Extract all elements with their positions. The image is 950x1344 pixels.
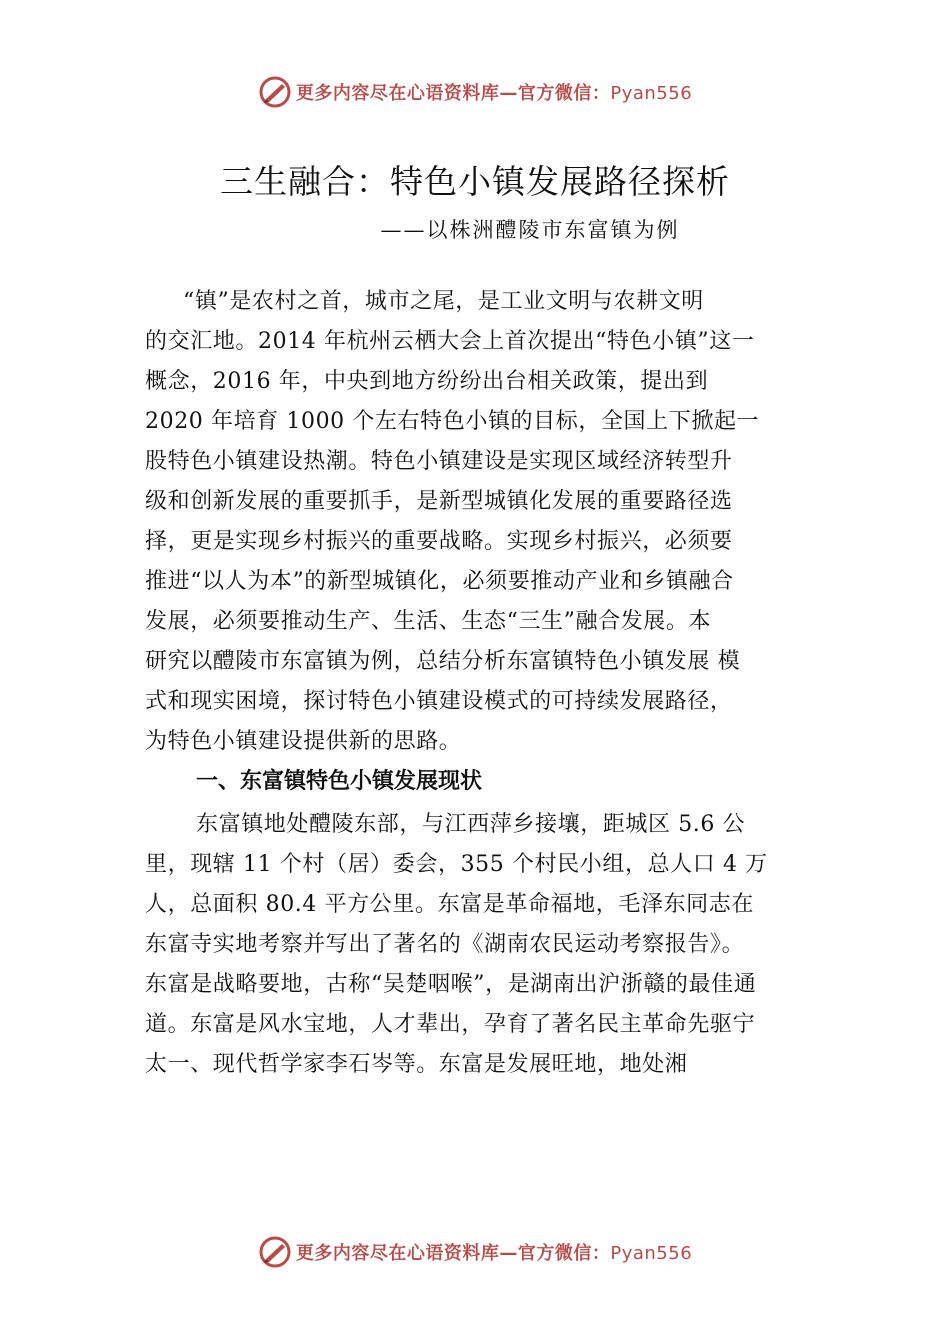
- paragraph-line: 2020 年培育 1000 个左右特色小镇的目标，全国上下掀起一: [145, 409, 760, 434]
- wechat-id: Pyan556: [610, 1243, 693, 1264]
- paragraph-line: 东富寺实地考察并写出了著名的《湖南农民运动考察报告》。: [145, 932, 745, 957]
- paragraph-line: 推进“以人为本”的新型城镇化，必须要推动产业和乡镇融合: [145, 569, 734, 594]
- paragraph-line: “镇”是农村之首，城市之尾，是工业文明与农耕文明: [183, 289, 704, 314]
- footer-banner: [0, 1232, 950, 1272]
- paragraph-line: 择，更是实现乡村振兴的重要战略。实现乡村振兴，必须要: [145, 529, 733, 554]
- logo-icon: [258, 1235, 292, 1269]
- paragraph-line: 股特色小镇建设热潮。特色小镇建设是实现区域经济转型升: [145, 449, 733, 474]
- paragraph-line: 里，现辖 11 个村（居）委会，355 个村民小组，总人口 4 万: [145, 852, 768, 877]
- logo-icon: [258, 75, 292, 109]
- paragraph-line: 级和创新发展的重要抓手，是新型城镇化发展的重要路径选: [145, 489, 733, 514]
- page-title: 三生融合：特色小镇发展路径探析: [220, 162, 730, 201]
- paragraph-line: 的交汇地。2014 年杭州云栖大会上首次提出“特色小镇”这一: [145, 329, 755, 354]
- banner-text: 更多内容尽在心语资料库—官方微信：Pyan556: [295, 83, 693, 104]
- paragraph-line: 太一、现代哲学家李石岑等。东富是发展旺地，地处湘: [145, 1052, 688, 1077]
- section-heading: 一、东富镇特色小镇发展现状: [196, 769, 483, 794]
- paragraph-line: 研究以醴陵市东富镇为例，总结分析东富镇特色小镇发展 模: [145, 649, 741, 674]
- paragraph-line: 东富是战略要地，古称“吴楚咽喉”，是湖南出沪浙赣的最佳通: [145, 972, 757, 997]
- banner-text: 更多内容尽在心语资料库—官方微信：Pyan556: [295, 1243, 693, 1264]
- paragraph-line: 东富镇地处醴陵东部，与江西萍乡接壤，距城区 5.6 公: [196, 812, 746, 837]
- paragraph-line: 概念，2016 年，中央到地方纷纷出台相关政策，提出到: [145, 369, 709, 394]
- page-subtitle: ——以株洲醴陵市东富镇为例: [380, 218, 680, 242]
- paragraph-line: 人，总面积 80.4 平方公里。东富是革命福地，毛泽东同志在: [145, 892, 754, 917]
- wechat-id: Pyan556: [610, 83, 693, 104]
- paragraph-line: 为特色小镇建设提供新的思路。: [145, 729, 462, 754]
- paragraph-line: 道。东富是风水宝地，人才辈出，孕育了著名民主革命先驱宁: [145, 1012, 756, 1037]
- paragraph-line: 发展，必须要推动生产、生活、生态“三生”融合发展。本: [145, 609, 712, 634]
- header-banner: [0, 72, 950, 112]
- paragraph-line: 式和现实困境，探讨特色小镇建设模式的可持续发展路径，: [145, 689, 733, 714]
